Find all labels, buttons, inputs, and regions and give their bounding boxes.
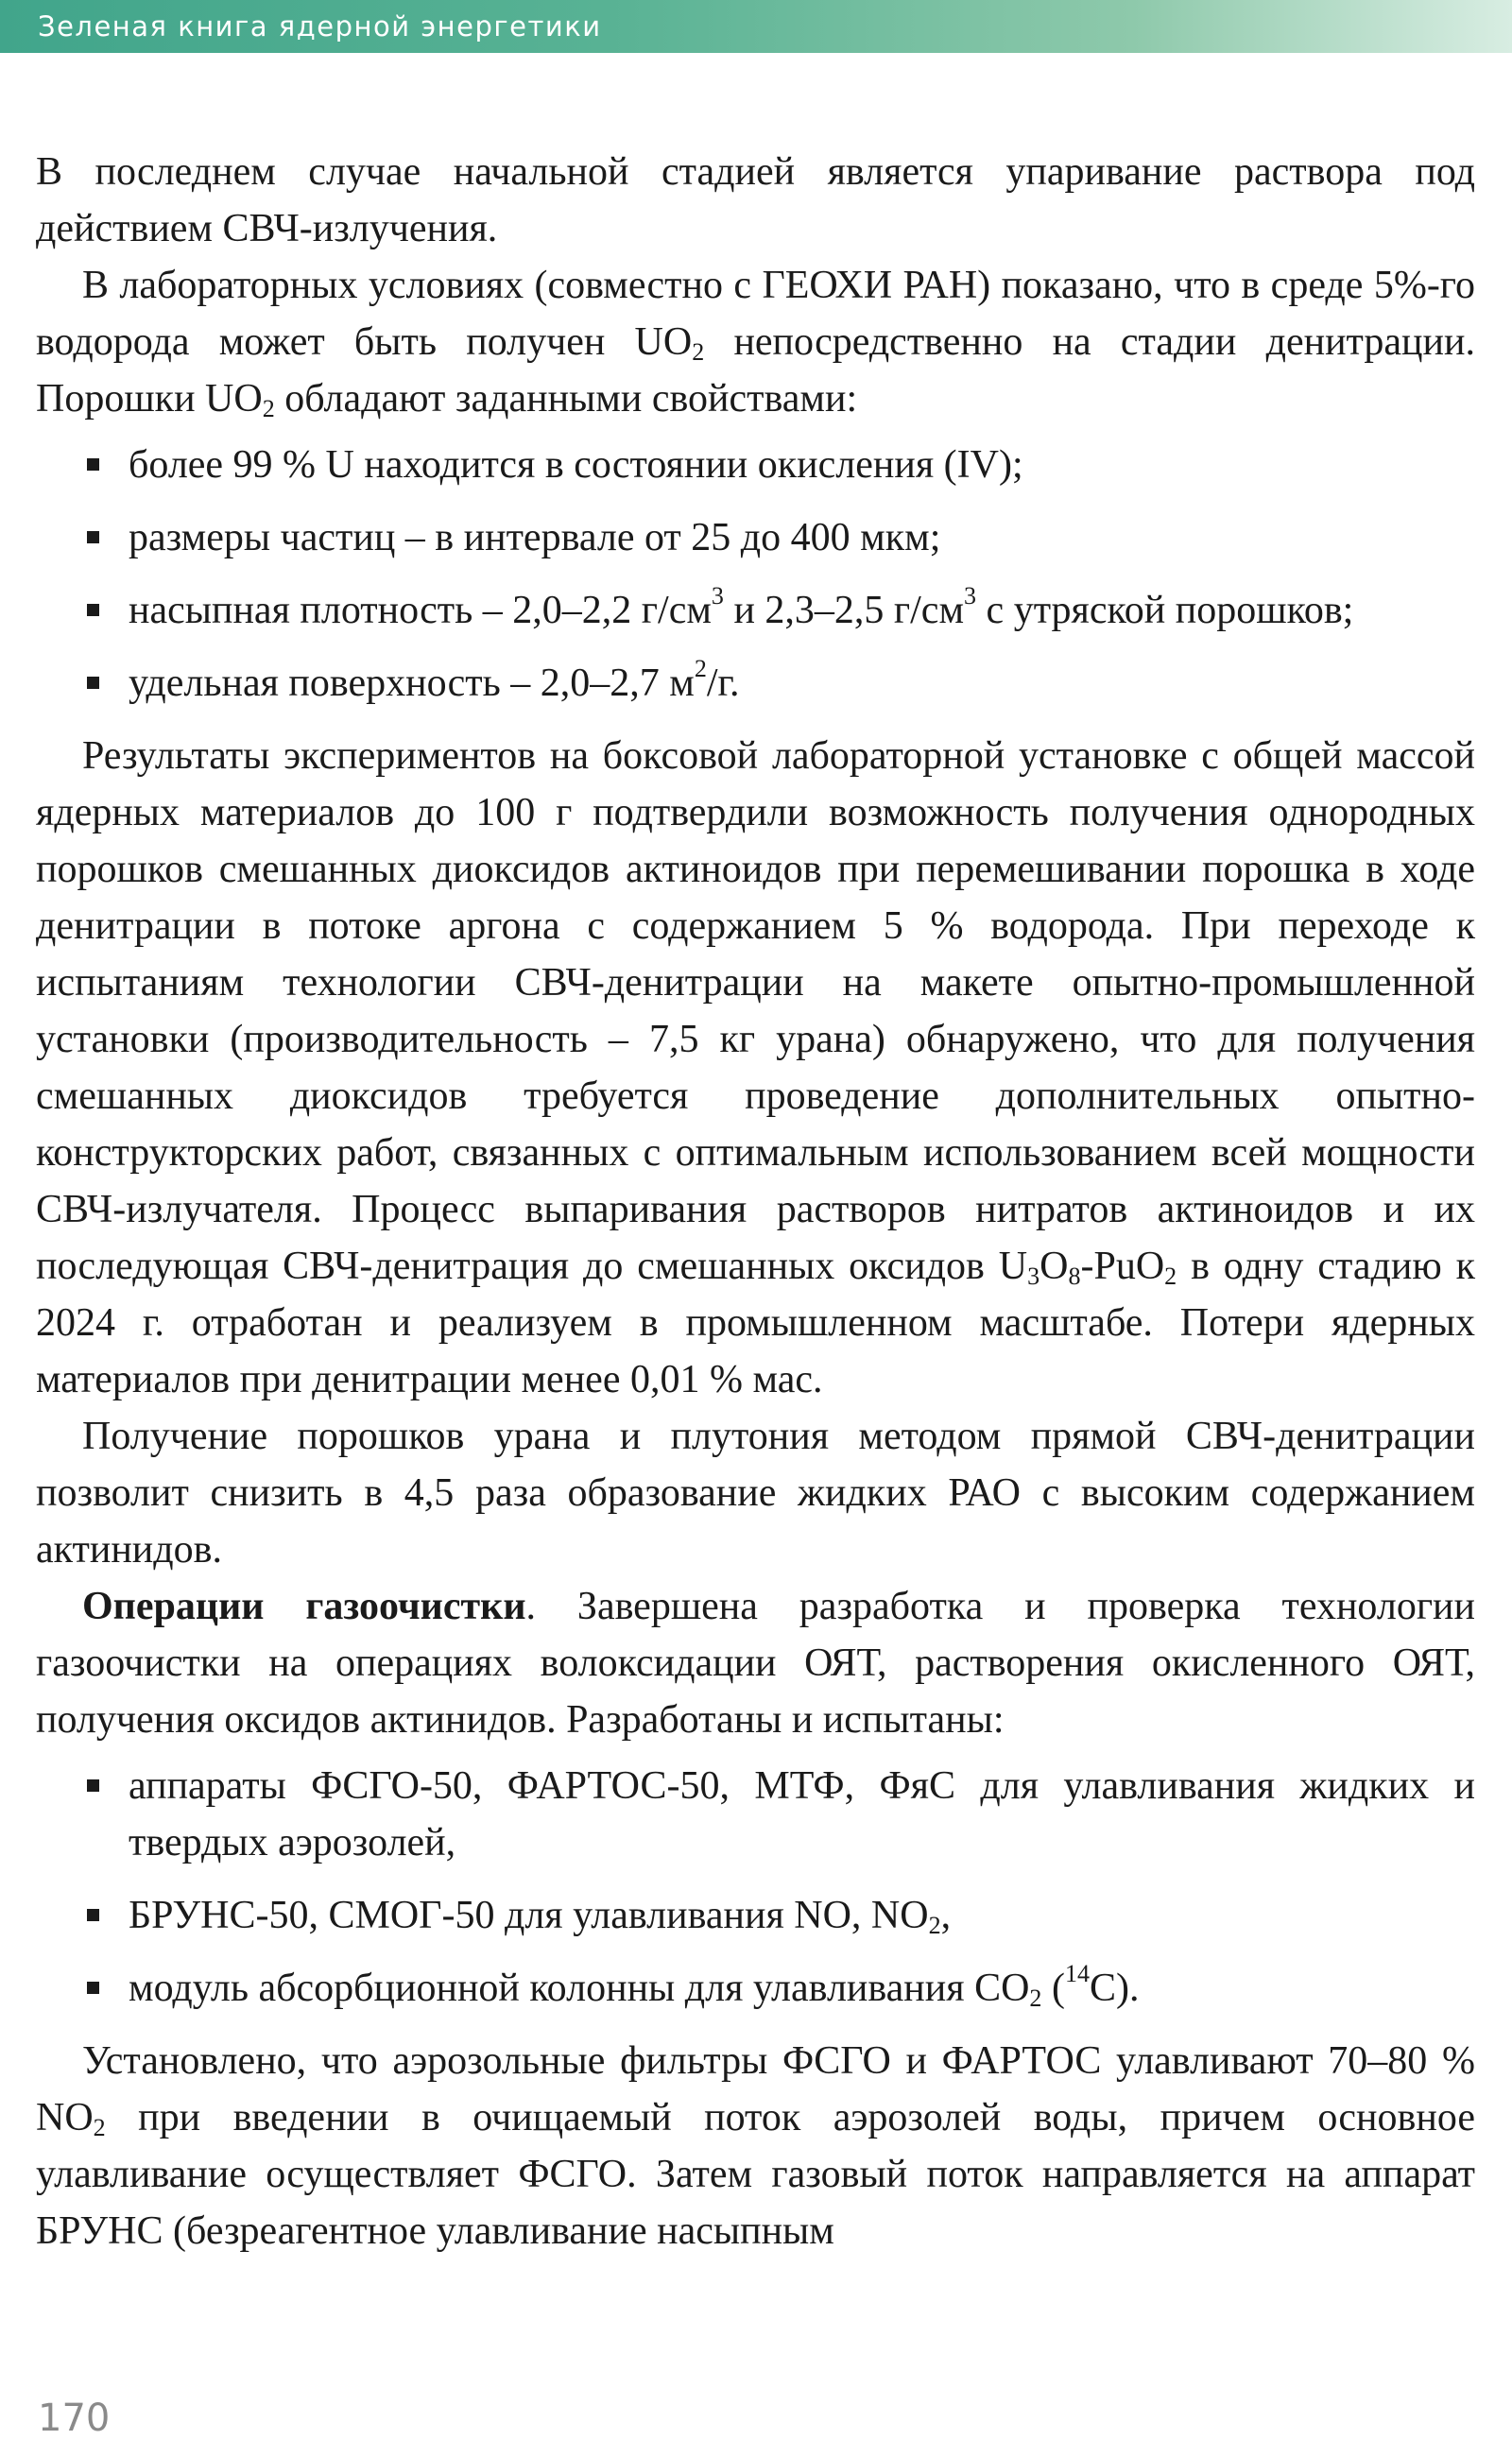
list-item: размеры частиц – в интервале от 25 до 400 мкм;	[36, 509, 1475, 566]
header-band	[0, 0, 1512, 53]
page-body	[36, 144, 1475, 2259]
paragraph-6: Установлено, что аэрозольные фильтры ФСГО и ФАРТОС улавливают 70–80 % $NO_2$ при введении в очищаемый поток аэрозолей воды, причем основное улавливание осуществляет ФСГО. Затем газовый поток направляется на аппарат БРУНС (безреагентное улавливание насыпным	[36, 2039, 1475, 2253]
list-item: насыпная плотность – 2,0–2,2 $г/см^3$ и 2,3–2,5 $г/см^3$ с утряской порошков;	[36, 582, 1475, 639]
page-number: 170	[38, 2397, 111, 2440]
paragraph-2: В лабораторных условиях (совместно с ГЕОХИ РАН) показано, что в среде 5%-го водорода может быть получен $UO_2$ непосредственно на стадии денитрации. Порошки $UO_2$ обладают заданными свойствами:	[36, 264, 1475, 422]
paragraph-3: Результаты экспериментов на боксовой лабораторной установке с общей массой ядерных материалов до 100 г подтвердили возможность получения однородных порошков смешанных диоксидов актиноидов при перемешивании порошка в ходе денитрации в потоке аргона с содержанием 5 % водорода. При переходе к испытаниям технологии СВЧ-денитрации на макете опытно-промышленной установки (производительность – 7,5 кг урана) обнаружено, что для получения смешанных диоксидов требуется проведение дополнительных опытно-конструкторских работ, связанных с оптимальным использованием всей мощности СВЧ-излучателя. Процесс выпаривания растворов нитратов актиноидов и их последующая СВЧ-денитрация до смешанных оксидов $U_3O_8-PuO_2$ в одну стадию к 2024 г. отработан и реализуем в промышленном масштабе. Потери ядерных материалов при денитрации менее 0,01 % мас.	[36, 734, 1475, 1401]
running-header-title: Зеленая книга ядерной энергетики	[38, 10, 602, 43]
list-item: модуль абсорбционной колонны для улавливания $CO_2$ ($^{14}$C).	[36, 1960, 1475, 2017]
section-heading-gas-cleaning: Операции газоочистки	[82, 1585, 526, 1628]
list-item: удельная поверхность – 2,0–2,7 $м^2/г$.	[36, 655, 1475, 712]
paragraph-4: Получение порошков урана и плутония методом прямой СВЧ-денитрации позволит снизить в 4,5 раза образование жидких РАО с высоким содержанием актинидов.	[36, 1415, 1475, 1572]
paragraph-5: Операции газоочистки. Завершена разработка и проверка технологии газоочистки на операциях волоксидации ОЯТ, растворения окисленного ОЯТ, получения оксидов актинидов. Разработаны и испытаны:	[36, 1585, 1476, 1742]
list-item: аппараты ФСГО-50, ФАРТОС-50, МТФ, ФяС для улавливания жидких и твердых аэрозолей,	[36, 1758, 1475, 1871]
apparatus-list	[36, 1758, 1475, 2017]
list-item: БРУНС-50, СМОГ-50 для улавливания NO, $NO_2$,	[36, 1887, 1475, 1944]
list-item: более 99 % U находится в состоянии окисления (IV);	[36, 437, 1475, 493]
properties-list	[36, 437, 1475, 712]
paragraph-1: В последнем случае начальной стадией является упаривание раствора под действием СВЧ-излучения.	[36, 150, 1475, 250]
